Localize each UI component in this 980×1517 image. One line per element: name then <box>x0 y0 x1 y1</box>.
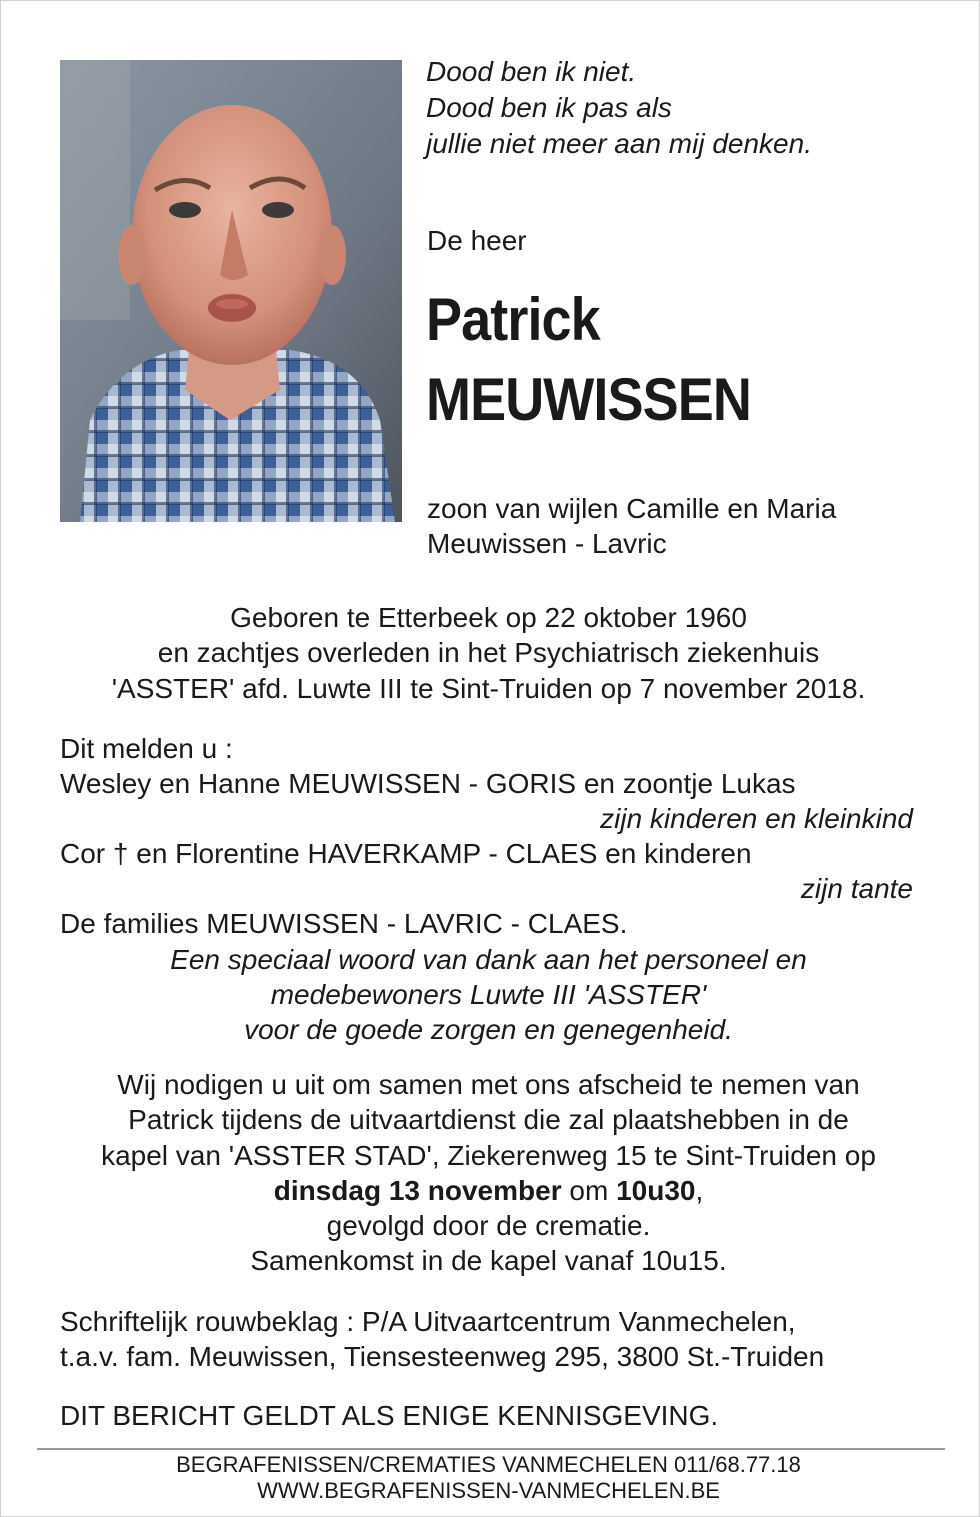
ceremony-time: 10u30 <box>616 1175 696 1206</box>
quote-line: Dood ben ik niet. <box>426 56 637 87</box>
portrait-photo <box>60 60 402 522</box>
family-entry: Cor † en Florentine HAVERKAMP - CLAES en kinderen <box>60 838 752 869</box>
first-name: Patrick <box>426 286 600 353</box>
ceremony-datetime <box>1 1173 976 1208</box>
birth-death-line: en zachtjes overleden in het Psychiatrisch ziekenhuis <box>157 637 820 668</box>
ceremony-comma: , <box>695 1175 704 1206</box>
family-intro: Dit melden u : <box>60 733 233 764</box>
thanks-line: medebewoners Luwte III 'ASSTER' <box>270 979 707 1010</box>
invitation-line: Wij nodigen u uit om samen met ons afscheid te nemen van <box>117 1069 860 1100</box>
birth-death-line: 'ASSTER' afd. Luwte III te Sint-Truiden op 7 november 2018. <box>111 673 866 704</box>
birth-death-line: Geboren te Etterbeek op 22 oktober 1960 <box>230 602 747 633</box>
footer-company: BEGRAFENISSEN/CREMATIES VANMECHELEN 011/68.77.18 <box>176 1452 801 1477</box>
family-entry: De families MEUWISSEN - LAVRIC - CLAES. <box>60 908 628 939</box>
invitation-line: Patrick tijdens de uitvaartdienst die zal plaatshebben in de <box>128 1104 849 1135</box>
ceremony-date: dinsdag 13 november <box>273 1175 562 1206</box>
invitation-line: gevolgd door de crematie. <box>326 1210 651 1241</box>
ceremony-om: om <box>561 1175 617 1206</box>
parents-line: Meuwissen - Lavric <box>427 528 667 559</box>
invitation-line: kapel van 'ASSTER STAD', Ziekerenweg 15 te Sint-Truiden op <box>101 1140 876 1171</box>
family-relation: zijn kinderen en kleinkind <box>600 803 913 834</box>
portrait-illustration <box>60 60 402 522</box>
family-entry: Wesley en Hanne MEUWISSEN - GORIS en zoontje Lukas <box>60 768 796 799</box>
family-relation: zijn tante <box>800 873 913 904</box>
thanks-line: Een speciaal woord van dank aan het personeel en <box>170 944 807 975</box>
notice-text: DIT BERICHT GELDT ALS ENIGE KENNISGEVING. <box>60 1400 719 1431</box>
footer-divider <box>37 1448 945 1450</box>
thanks-line: voor de goede zorgen en genegenheid. <box>244 1014 733 1045</box>
quote-line: jullie niet meer aan mij denken. <box>426 128 812 159</box>
condolence-line: t.a.v. fam. Meuwissen, Tiensesteenweg 295, 3800 St.-Truiden <box>60 1341 825 1372</box>
honorific: De heer <box>427 225 527 256</box>
parents-block <box>427 491 836 561</box>
quote-block <box>426 54 812 162</box>
footer-website: WWW.BEGRAFENISSEN-VANMECHELEN.BE <box>257 1478 720 1503</box>
quote-line: Dood ben ik pas als <box>426 92 672 123</box>
condolence-line: Schriftelijk rouwbeklag : P/A Uitvaartcentrum Vanmechelen, <box>60 1306 796 1337</box>
last-name: MEUWISSEN <box>426 366 751 433</box>
invitation-line: Samenkomst in de kapel vanaf 10u15. <box>250 1245 727 1276</box>
parents-line: zoon van wijlen Camille en Maria <box>427 493 837 524</box>
